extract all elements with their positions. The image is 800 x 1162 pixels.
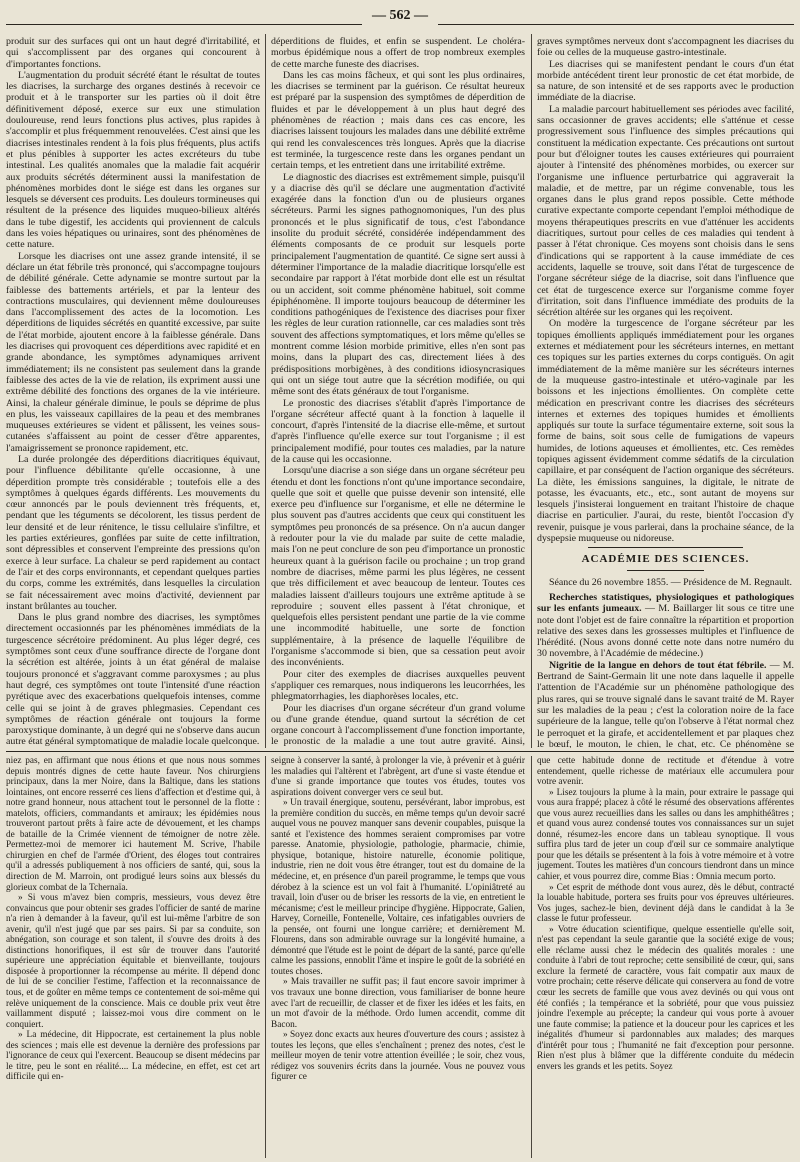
paragraph: Lorsque les diacrises ont une assez grande intensité, il se déclare un état fébrile très prononcé, qui s'accompagne toujours de débilité générale. Cette adynamie se montre surtout par la faiblesse des battements artériels, et par la lenteur des contractions musculaires, qui deviennent même douloureuses dans l'accomplissement des actes de la locomotion. Les déperditions de liquides sécrétés en quantité excessive, par suite de l'état morbide, ajoutent encore à la faiblesse générale. Dans les diacrises qui provoquent ces déperditions avec rapidité et en grande abondance, les symptômes adynamiques arrivent immédiatement; ils ne consistent pas seulement dans la grande faiblesse des actes de la vie de relation, ils expriment aussi une extrême débilité des fonctions des organes de la vie intérieure. Ainsi, la chaleur générale diminue, le pouls se déprime de plus en plus, les vaisseaux capillaires de la peau et des membranes muqueuses extérieures se vident et pâlissent, les veines sous-cutanées s'affaissent au point de cesser d'être apparentes, l'amaigrissement se prononce rapidement, etc. [6, 250, 260, 454]
lower-column-1 [6, 756, 260, 1158]
lower-column-2 [271, 756, 525, 1158]
paragraph: Pour les diacrises d'un organe sécréteur d'un grand volume ou d'une grande étendue, quand surtout la sécrétion de cet organe concourt à l'accomplissement d'une fonction importante, le pronostic de la maladie a une tout autre gravité. Ainsi, [271, 702, 525, 748]
paragraph: » Mais travailler ne suffit pas; il faut encore savoir imprimer à vos travaux une bonne direction, vous familiariser de bonne heure avec l'art de recueillir, de classer et de fixer les idées et les faits, en un mot d'avoir de la méthode. Ordo lumen accendit, comme dit Bacon. [271, 977, 525, 1030]
paragraph: Dans les cas moins fâcheux, et qui sont les plus ordinaires, les diacrises se terminent par la guérison. Ce résultat heureux est préparé par la suspension des symptômes de déperdition de fluides et par le développement à un plus haut degré des phénomènes de réaction ; mais dans ces cas encore, les diacrises laissent toujours les malades dans une débilité extrême qui rend les convalescences très longues. Après que la diacrise est terminée, la turgescence reste dans les organes pendant un certain temps, et les entretient dans une irritabilité extrême. [271, 69, 525, 172]
paragraph: » Si vous m'avez bien compris, messieurs, vous devez être convaincus que pour obtenir ses grades l'officier de santé de marine n'a rien à demander à la faveur, qu'il est lui-même l'arbitre de son avenir, qu'il n'est jugé que par ses pairs. Si par sa conduite, son abnégation, son courage et son talent, il s'ouvre des droits à des distinctions honorifiques, il est sûr de trouver dans l'autorité supérieure une appréciation équitable et bienveillante, toujours disposée à proportionner la récompense au mérite. Il dépend donc de lui de se concilier l'estime, l'affection et la reconnaissance de tous, et de goûter en même temps ce contentement de soi-même qui relève uniquement de la conscience. Mais ce double prix veut être vaillamment disputé ; laissez-moi vous dire comment on le conquiert. [6, 893, 260, 1030]
paragraph: Lorsqu'une diacrise a son siége dans un organe sécréteur peu étendu et dont les fonctions n'ont qu'une importance secondaire, quelle que soit et quelle que puisse devenir son intensité, elle exerce peu d'influence sur l'organisme, et elle ne détermine le plus souvent pas d'autres accidents que ceux qui constituent les symptômes peu prononcés de sa présence. On n'a aucun danger à redouter pour la vie du malade par suite de cette maladie, mais l'on ne peut conclure de son peu d'importance un pronostic heureux quant à la guérison facile ou prochaine ; un trop grand nombre de diacrises, même parmi les plus légères, ne cessent que très difficilement et avec beaucoup de lenteur. Toutes ces maladies laissent d'ailleurs toujours une extrême aptitude à se reproduire ; souvent elles passent à l'état chronique, et quelquefois elles persistent pendant une partie de la vie comme une incommodité habituelle, une sorte de fonction supplémentaire, à la présence de laquelle l'équilibre de l'organisme s'accommode si bien, que sa cessation peut avoir des inconvénients. [271, 465, 525, 669]
page-number: — 562 — [372, 8, 428, 23]
paragraph: » Cet esprit de méthode dont vous aurez, dès le début, contracté la louable habitude, portera ses fruits pour vos épreuves ultérieures. Vos juges, sachez-le bien, devinent déjà dans le candidat à la 3e classe le futur professeur. [537, 882, 794, 925]
academy-item-text: — M. Bertrand de Saint-Germain lit une note dans laquelle il appelle l'attention de l'Académie sur un phénomène pathologique des plus rares, qui se trouve signalé dans le savant traité de M. Rayer sur les maladies de la peau ; c'est la coloration noire de la face supérieure de la langue, telle qu'on l'observe à l'état normal chez le perroquet et la girafe, et accidentellement et par plaques chez le bœuf, le mouton, le chien, le chat, etc. Ce phénomène se [537, 659, 794, 748]
academy-item-title: Recherches statistiques, physiologiques et pathologiques sur les enfants jumeaux. [537, 591, 794, 615]
upper-column-1 [6, 36, 260, 748]
academy-item [537, 592, 794, 660]
paragraph: Les diacrises qui se manifestent pendant le cours d'un état morbide antécédent tirent leur pronostic de cet état morbide, de sa nature, de son intensité et de ses rapports avec le production immédiate de la diacrise. [537, 58, 794, 104]
paragraph: Le pronostic des diacrises s'établit d'après l'importance de l'organe sécréteur affecté quant à la fonction à laquelle il concourt, d'après l'intensité de la diacrise elle-même, et surtout d'après l'influence qu'elle exerce sur tout l'organisme ; il est principalement modifié, pour toutes ces maladies, par la nature de la cause qui les occasionne. [271, 397, 525, 465]
paragraph: » Votre éducation scientifique, quelque essentielle qu'elle soit, n'est pas cependant la seule garantie que la société exige de vous; elle réclame aussi chez le médecin des qualités morales : une conduite à l'abri de tout reproche; cette sensibilité de cœur, qui, sans exclure la fermeté de caractère, vous fait compatir aux maux de votre prochain; cette réserve délicate qui conservera au fond de votre cœur les secrets de famille que vous avez devinés ou qui vous ont été confiés ; la tempérance et la sobriété, pour que vous puissiez joindre l'exemple au précepte; la candeur qui vous porte à avouer une faute commise; la patience et la douceur pour les caprices et les inégalités d'humeur si pardonnables aux malades; des marques d'intérêt pour tous ; l'humanité ne fait d'exception pour personne. Rien n'est plus à blâmer que la différente conduite du médecin envers les grands et les petits. Soyez [537, 924, 794, 1072]
lower-column-3 [537, 756, 794, 1158]
section-divider [6, 751, 794, 752]
academy-item [537, 660, 794, 748]
paragraph: On modère la turgescence de l'organe sécréteur par les topiques émollients appliqués immédiatement pour les organes externes et médiatement pour les sécréteurs internes, en mettant ces topiques sur les parties externes du corps contiguës. On agit immédiatement de la même manière sur les sécréteurs internes de la muqueuse gastro-intestinale et utéro-vaginale par les boissons et les injections émollientes. On complète cette médication en prescrivant contre les diacrises des sécréteurs internes et externes des topiques humides et émollients appliqués sur toute la surface tégumentaire externe, soit sous la forme de bains, soit sous celle de fumigations de vapeurs humides, de lotions aqueuses et émollientes, etc. Ces remèdes topiques agissent évidemment comme sédatifs de la circulation capillaire, et par conséquent de l'action organique des sécréteurs. La diète, les émissions sanguines, la digitale, le nitrate de potasse, les évacuants, etc., etc., sont autant de moyens sur lesquels j'insisterai longuement en traitant l'histoire de chaque diacrise en particulier. J'aurai, du reste, bientôt l'occasion d'y revenir, puisque je vous parlerai, dans la prochaine séance, de la dyspepsie muqueuse ou nidoreuse. [537, 318, 794, 545]
upper-column-3 [537, 36, 794, 748]
paragraph: La maladie parcourt habituellement ses périodes avec facilité, sans occasionner de graves accidents; elle s'atténue et cesse progressivement sous l'influence des simples précautions qui constituent la médication expectante. Ces précautions ont surtout pour but d'éloigner toutes les causes extérieures qui pourraient ajouter à l'intensité des phénomènes morbides, ou exercer sur l'organisme une influence perturbatrice qui aggraverait la maladie, et de mettre, par un régime convenable, tous les organes dans le plus grand repos possible. Cette méthode curative expectante comporte cependant l'emploi méthodique de moyens thérapeutiques prescrits en vue d'atténuer les accidents diacritiques, surtout pour celles de ces maladies qui tendent à passer à l'état chronique. Ces moyens sont choisis dans le sens d'indications qui se rapportent à la cause immédiate de ces accidents, laquelle se trouve, soit dans l'état de turgescence de l'organe sécréteur siége de la diacrise, soit dans l'influence que cet état de turgescence exerce sur l'organisme comme foyer d'irritation, soit dans l'influence immédiate des produits de la sécrétion altérée sur les organes qui les reçoivent. [537, 103, 794, 319]
paragraph: produit sur des surfaces qui ont un haut degré d'irritabilité, et qui s'accomplissent par des organes qui concourent à d'importantes fonctions. [6, 36, 260, 70]
paragraph: L'augmentation du produit sécrété étant le résultat de toutes les diacrises, la surcharge des organes destinés à recevoir ce produit et à le transporter sur les parties où il doit être définitivement déposé, exerce sur eux une stimulation douloureuse, rend leurs fonctions plus actives, plus rapides à s'accomplir et plus fréquemment renouvelées. C'est ainsi que les diacrises intestinales rendent à la fois plus fréquents, plus actifs et plus pénibles à supporter les actes excréteurs du tube intestinal. Les qualités anomales que la maladie fait acquérir aux produits sécrétés déterminent aussi la manifestation de phénomènes morbides dont le siége est dans les organes sur lesquels se déversent ces produits. Les douleurs tormineuses qui résultent de la présence des liquides muqueo-bilieux altérés dans le tube digestif, les accidents qui proviennent de calculs dans les voies hépatiques ou urinaires, sont des phénomènes de cette nature. [6, 69, 260, 251]
column-divider [531, 756, 532, 1158]
section-title: ACADÉMIE DES SCIENCES. [581, 553, 750, 566]
paragraph: Pour citer des exemples de diacrises auxquelles peuvent s'appliquer ces remarques, nous indiquerons les leucorrhées, les phlegmatorrhagies, les diaphorèses locales, etc. [271, 668, 525, 703]
paragraph: niez pas, en affirmant que nous étions et que nous nous sommes depuis montrés dignes de cette haute faveur. Nos chirurgiens principaux, dans la mer Noire, dans la Baltique, dans les stations lointaines, ont encore resserré ces liens d'affection et d'estime qui, à notre grand honneur, nous attachent tout le personnel de la flotte : matelots, officiers, commandants et amiraux; les épidémies nous trouveront partout prêts à faire acte de dévouement, et les champs de bataille de la Crimée viennent de témoigner de notre zèle. Permettez-moi de memorer ici hautement M. Scrive, l'habile chirurgien en chef de l'armée d'Orient, des éloges tout contraires qu'il a adressés publiquement à nos officiers de santé, qui, sous la direction de M. Marroin, ont prodigué leurs soins aux blessés du glorieux combat de la Tchernaïa. [6, 756, 260, 893]
column-divider [531, 34, 532, 748]
paragraph: que cette habitude donne de rectitude et d'étendue à votre entendement, quelle richesse de matériaux elle accumulera pour votre avenir. [537, 756, 794, 788]
paragraph: » Soyez donc exacts aux heures d'ouverture des cours ; assistez à toutes les leçons, que elles s'enchaînent ; prenez des notes, c'est le meilleur moyen de tenir votre attention éveillée ; le soir, chez vous, rédigez vos souvenirs écrits dans la journée. Vous ne pouvez vous figurer ce [271, 1030, 525, 1083]
section-rule [588, 547, 742, 548]
column-divider [265, 34, 266, 748]
column-divider [265, 756, 266, 1158]
paragraph: » Un travail énergique, soutenu, persévérant, labor improbus, est la première condition du succès, en même temps qu'un devoir sacré auquel vous ne pouvez manquer sans devenir coupables, puisque la santé et l'existence des hommes seraient compromises par votre paresse. Anatomie, physiologie, pathologie, pharmacie, chimie, physique, botanique, histoire naturelle, économie politique, industrie, rien ne doit vous être étranger, tout est du domaine de la médecine, et, en présence d'un pareil programme, le temps que vous dérobez à la science est un vol fait à l'humanité. L'opiniâtreté au travail, loin d'user ou de briser les ressorts de la vie, en entretient le mécanisme; c'est le meilleur principe d'hygiène. Hippocrate, Galien, Harvey, Corneille, Fontenelle, Voltaire, ces infatigables ouvriers de la pensée, ont fourni une longue carrière; et dernièrement M. Flourens, dans son admirable ouvrage sur la longévité humaine, a démontré que l'étude est le point de départ de la santé, parce qu'elle calme les passions, ennoblit l'âme et inspire le goût de la sobriété en toutes choses. [271, 798, 525, 977]
upper-column-2 [271, 36, 525, 748]
meeting-info: Séance du 26 novembre 1855. — Présidence de M. Regnault. [549, 576, 792, 588]
section-rule-small [627, 570, 704, 571]
paragraph: déperditions de fluides, et enfin se suspendent. Le choléra-morbus épidémique nous a offert de trop nombreux exemples de cette marche funeste des diacrises. [271, 36, 525, 70]
page-header [0, 4, 800, 30]
academy-item-title: Nigritie de la langue en dehors de tout état fébrile. [549, 659, 767, 671]
paragraph: graves symptômes nerveux dont s'accompagnent les diacrises du foie ou celles de la muqueuse gastro-intestinale. [537, 36, 794, 59]
header-rule-left [6, 24, 362, 25]
paragraph: Dans le plus grand nombre des diacrises, les symptômes directement occasionnés par les phénomènes immédiats de la turgescence sécrétoire prédominent. Au plus léger degré, ces symptômes sont ceux d'une souffrance directe de l'organe dont la sécrétion est altérée, joints à un état général de malaise toujours prononcé et s'aggravant comme paroxysmes ; au plus haut degré, ces symptômes ont toute l'intensité d'une réaction pyrétique avec des exacerbations quelquefois intenses, comme celle qui se joint à de graves phlegmasies. Cependant ces symptômes de réaction générale ont toujours la forme paroxystique dominante, à un degré qui ne s'observe dans aucun autre état général symptomatique de maladie locale quelconque. [6, 612, 260, 748]
header-rule-right [438, 24, 794, 25]
paragraph: seigne à conserver la santé, à prolonger la vie, à prévenir et à guérir les maladies qui l'altèrent et l'abrègent, art d'une si vaste étendue et d'une si grande importance que toutes vos études, toutes vos aspirations doivent converger vers ce seul but. [271, 756, 525, 798]
paragraph: La durée prolongée des déperditions diacritiques équivaut, pour l'influence débilitante qu'elle occasionne, à une déperdition prompte très considérable ; toutefois elle a des symptômes à quelques égards différents. Les mouvements du cœur annoncés par le pouls deviennent très fréquents, et, pendant que les téguments se décolorent, les tissus perdent de leur densité et de leur rénitence, le tissu cellulaire s'infiltre, et les parties extérieures, gonflées par suite de cette infiltration, sont dépressibles et conservent l'empreinte des pressions qu'on exerce à leur surface. La chaleur se perd rapidement au contact de l'air et des corps environnants, et cependant quelques parties du corps, comme les extrémités, dans lesquelles la circulation se fait nécessairement avec moins d'activité, deviennent par instant brûlantes au toucher. [6, 453, 260, 612]
paragraph: » La médecine, dit Hippocrate, est certainement la plus noble des sciences ; mais elle est devenue la dernière des professions par l'ignorance de ceux qui l'exercent. Beaucoup se disent médecins par le titre, peu le sont en réalité.... La médecine, en effet, est cet art difficile qui en- [6, 1030, 260, 1083]
paragraph: Le diagnostic des diacrises est extrêmement simple, puisqu'il y a diacrise dès qu'il se déclare une augmentation d'activité exagérée dans la fonction d'un ou de plusieurs organes sécréteurs. Parmi les signes pathognomoniques, l'un des plus prononcés et le plus significatif de tous, c'est l'abondance insolite du produit sécrété, considérée indépendamment des éléments composants de ce produit sur lesquels porte principalement l'augmentation de quantité. Ce signe sert aussi à déterminer l'importance de la maladie diacritique lorsqu'elle est secondaire par rapport à l'état morbide dont elle est un résultat ou un accident, soit comme phénomène habituel, soit comme épiphénomène. Il importe toujours beaucoup de déterminer les conditions pathogéniques de l'existence des diacrises pour fixer les règles de leur curation rationnelle, car ces maladies sont très souvent des affections symptomatiques, et lors même qu'elles se montrent comme lésion morbide primitive, elles n'en sont pas moins, dans la plupart des cas, directement liées à des prédispositions morbigènes, à des conditions idiosyncrasiques qui ont un siége tout autre que la sécrétion modifiée, ou qui même sont des états généraux de tout l'organisme. [271, 171, 525, 398]
academy-item-text: — M. Baillarger lit sous ce titre une note dont l'objet est de faire connaître la répartition et proportion relative des sexes dans les grossesses multiples et l'influence de l'hérédité. (Nous avons donné cette note dans notre numéro du 30 novembre, à l'Académie de médecine.) [537, 603, 794, 660]
paragraph: » Lisez toujours la plume à la main, pour extraire le passage qui vous aura frappé; placez à côté le résumé des observations afférentes que vous aurez recueillies dans les salles ou dans les amphithéâtres ; et quand vous aurez condensé toutes vos connaissances sur un sujet donné, résumez-les encore dans un tableau synoptique. Il vous suffira plus tard de jeter un coup d'œil sur ce sommaire analytique pour que les détails se présentent à la fois à votre mémoire et à votre jugement. Toutes les matières d'un concours tiendront dans un mince cahier, et vous pourrez dire, comme Bias : Omnia mecum porto. [537, 787, 794, 883]
